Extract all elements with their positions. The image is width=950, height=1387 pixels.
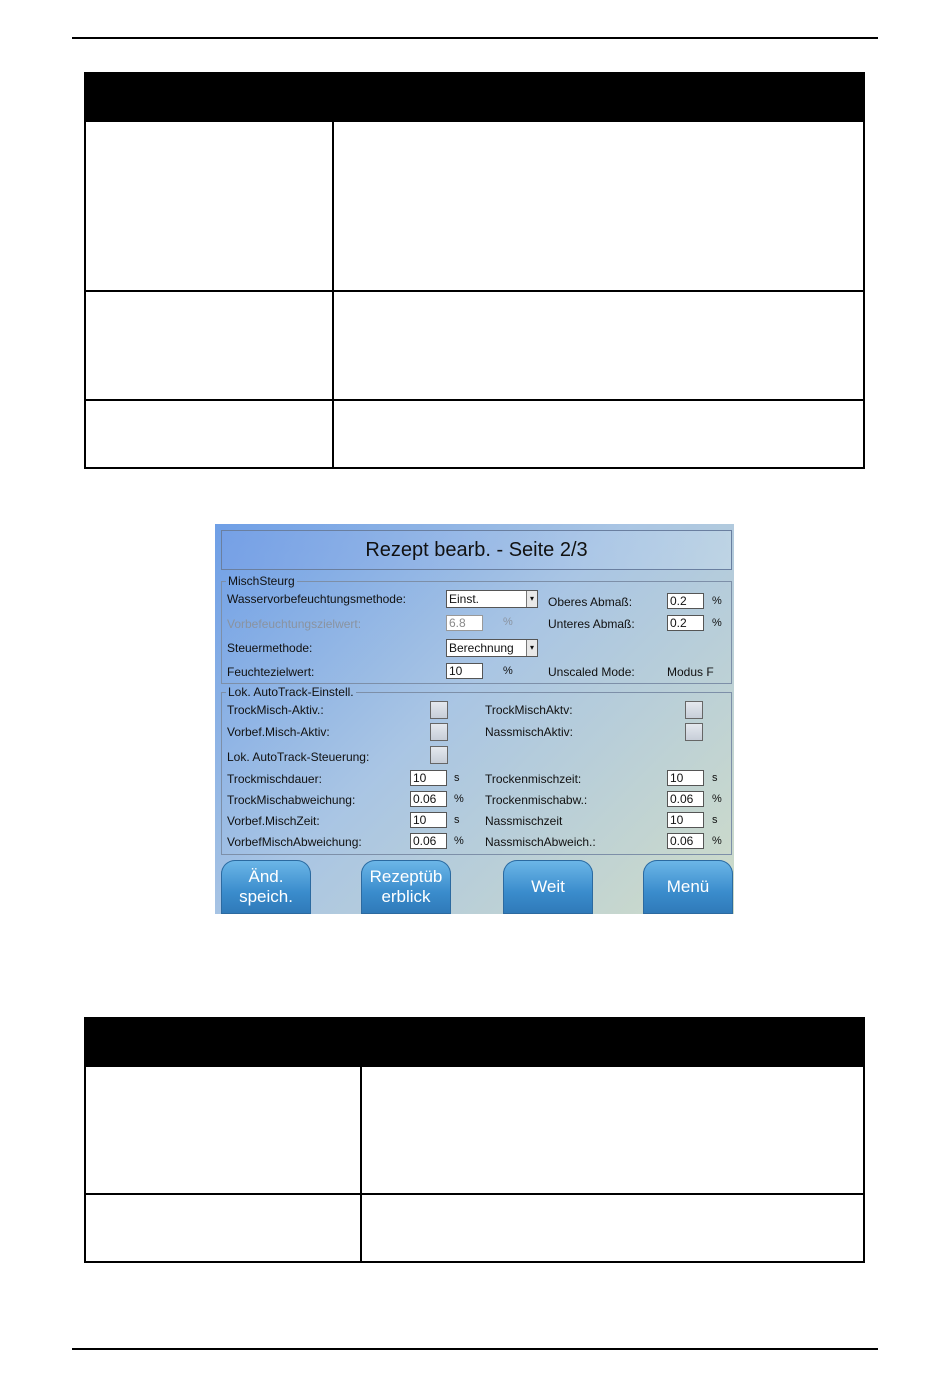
- table-cell: [333, 400, 864, 468]
- autotrack-steuerung-checkbox[interactable]: [430, 746, 448, 764]
- vorbefmischzeit-label: Vorbef.MischZeit:: [227, 814, 320, 828]
- steuer-method-value: Berechnung: [449, 641, 514, 655]
- chevron-down-icon[interactable]: ▾: [526, 591, 537, 607]
- recipe-overview-button[interactable]: [361, 860, 451, 914]
- lower-table-header: [85, 1018, 864, 1066]
- trockenmischabw-unit: %: [712, 793, 722, 805]
- nassmischabw-unit: %: [712, 835, 722, 847]
- table-cell: [333, 121, 864, 291]
- table-cell: [361, 1194, 864, 1262]
- table-row: [85, 400, 864, 468]
- upper-table-header: [85, 73, 864, 121]
- save-changes-line1: Änd.: [248, 867, 284, 886]
- autotrack-legend: Lok. AutoTrack-Einstell.: [228, 685, 354, 699]
- trockmischaktv-label: TrockMischAktv:: [485, 703, 573, 717]
- save-changes-button-text: [239, 867, 293, 907]
- table-cell: [85, 291, 333, 400]
- wasser-method-label: Wasservorbefeuchtungsmethode:: [227, 592, 406, 606]
- trockenmischzeit-unit: s: [712, 772, 718, 784]
- trockmischabw-input[interactable]: 0.06: [410, 791, 447, 807]
- trockmisch-aktiv-checkbox[interactable]: [430, 701, 448, 719]
- save-changes-button[interactable]: [221, 860, 311, 914]
- recipe-overview-line2: erblick: [381, 887, 431, 906]
- screen-title: Rezept bearb. - Seite 2/3: [221, 530, 732, 570]
- vorbefmischzeit-input[interactable]: 10: [410, 812, 447, 828]
- recipe-overview-button-text: [370, 867, 443, 907]
- upper-tolerance-unit: %: [712, 595, 722, 607]
- vorbef-target-input: 6.8: [446, 615, 483, 631]
- vorbefmischabw-unit: %: [454, 835, 464, 847]
- recipe-overview-line1: Rezeptüb: [369, 867, 443, 886]
- feuchte-target-label: Feuchtezielwert:: [227, 665, 315, 679]
- feuchte-target-input[interactable]: 10: [446, 663, 483, 679]
- unscaled-mode-label: Unscaled Mode:: [548, 665, 635, 679]
- next-button[interactable]: Weit: [503, 860, 593, 914]
- table-row: [85, 1066, 864, 1194]
- top-rule: [72, 37, 878, 39]
- misch-control-legend: MischSteurg: [228, 574, 295, 588]
- header-cell: [333, 73, 864, 121]
- upper-table: [84, 72, 865, 469]
- upper-tolerance-input[interactable]: 0.2: [667, 593, 704, 609]
- trockenmischabw-label: Trockenmischabw.:: [485, 793, 588, 807]
- nassmischzeit-unit: s: [712, 814, 718, 826]
- feuchte-target-unit: %: [503, 665, 513, 677]
- recipe-edit-screen: [215, 524, 734, 914]
- vorbefmischabw-input[interactable]: 0.06: [410, 833, 447, 849]
- lower-tolerance-input[interactable]: 0.2: [667, 615, 704, 631]
- trockmischdauer-label: Trockmischdauer:: [227, 772, 322, 786]
- vorbef-aktiv-label: Vorbef.Misch-Aktiv:: [227, 725, 330, 739]
- lower-tolerance-label: Unteres Abmaß:: [548, 617, 635, 631]
- table-cell: [85, 1066, 361, 1194]
- table-row: [85, 1194, 864, 1262]
- nassmischzeit-label: Nassmischzeit: [485, 814, 563, 828]
- trockmischdauer-input[interactable]: 10: [410, 770, 447, 786]
- upper-tolerance-label: Oberes Abmaß:: [548, 595, 633, 609]
- menu-button[interactable]: Menü: [643, 860, 733, 914]
- autotrack-steuerung-label: Lok. AutoTrack-Steuerung:: [227, 750, 370, 764]
- header-cell: [361, 1018, 864, 1066]
- vorbef-target-label: Vorbefeuchtungszielwert:: [227, 617, 362, 631]
- lower-tolerance-unit: %: [712, 617, 722, 629]
- nassmischabw-input[interactable]: 0.06: [667, 833, 704, 849]
- trockmischabw-label: TrockMischabweichung:: [227, 793, 356, 807]
- table-cell: [85, 121, 333, 291]
- trockmischaktv-checkbox[interactable]: [685, 701, 703, 719]
- table-cell: [333, 291, 864, 400]
- trockenmischzeit-label: Trockenmischzeit:: [485, 772, 582, 786]
- vorbef-aktiv-checkbox[interactable]: [430, 723, 448, 741]
- trockenmischzeit-input[interactable]: 10: [667, 770, 704, 786]
- table-row: [85, 121, 864, 291]
- trockmisch-aktiv-label: TrockMisch-Aktiv.:: [227, 703, 324, 717]
- save-changes-line2: speich.: [239, 887, 293, 906]
- chevron-down-icon[interactable]: ▾: [526, 640, 537, 656]
- wasser-method-value: Einst.: [449, 592, 480, 606]
- bottom-rule: [72, 1348, 878, 1350]
- table-cell: [85, 400, 333, 468]
- lower-table: [84, 1017, 865, 1263]
- trockmischdauer-unit: s: [454, 772, 460, 784]
- table-row: [85, 291, 864, 400]
- nassmischaktiv-checkbox[interactable]: [685, 723, 703, 741]
- table-cell: [85, 1194, 361, 1262]
- nassmischabw-label: NassmischAbweich.:: [485, 835, 596, 849]
- nassmischzeit-input[interactable]: 10: [667, 812, 704, 828]
- vorbef-target-unit: %: [503, 616, 513, 628]
- nassmischaktiv-label: NassmischAktiv:: [485, 725, 574, 739]
- steuer-method-label: Steuermethode:: [227, 641, 313, 655]
- trockenmischabw-input[interactable]: 0.06: [667, 791, 704, 807]
- vorbefmischabw-label: VorbefMischAbweichung:: [227, 835, 362, 849]
- trockmischabw-unit: %: [454, 793, 464, 805]
- vorbefmischzeit-unit: s: [454, 814, 460, 826]
- wasser-method-select[interactable]: [446, 590, 538, 608]
- header-cell: [85, 1018, 361, 1066]
- unscaled-mode-value: Modus F: [667, 665, 714, 679]
- steuer-method-select[interactable]: [446, 639, 538, 657]
- table-cell: [361, 1066, 864, 1194]
- header-cell: [85, 73, 333, 121]
